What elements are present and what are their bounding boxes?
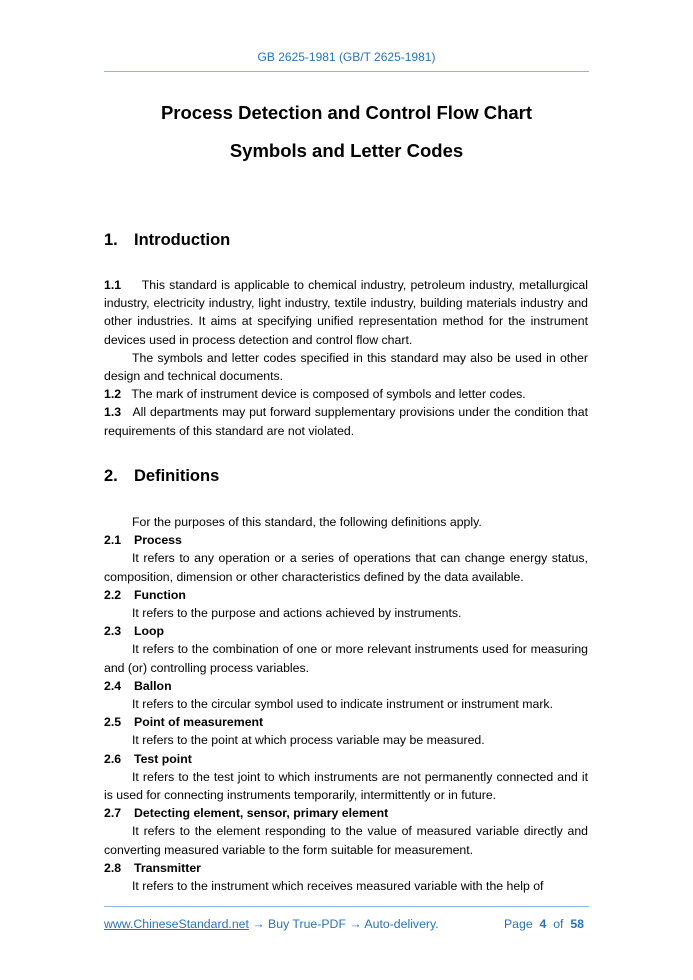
of-label: of bbox=[553, 917, 564, 931]
definition-term-label: Function bbox=[134, 587, 186, 602]
definition-number: 2.8 bbox=[104, 860, 122, 875]
definition-number: 2.3 bbox=[104, 624, 122, 639]
definition-number: 2.2 bbox=[104, 587, 122, 602]
definition-term bbox=[104, 859, 588, 877]
definitions-intro: For the purposes of this standard, the following definitions apply. bbox=[132, 515, 482, 529]
definition-term bbox=[104, 586, 588, 604]
definition-text: It refers to the test joint to which instruments are not permanently connected and it is used for connecting instruments temporarily, intermittently or in future. bbox=[104, 769, 588, 803]
definition-text: It refers to the element responding to the value of measured variable directly and converting measured variable to the form suitable for measurement. bbox=[104, 824, 588, 857]
section-title: Definitions bbox=[134, 467, 220, 485]
definition-number: 2.7 bbox=[104, 806, 122, 821]
definition-number: 2.5 bbox=[104, 715, 122, 730]
page-indicator bbox=[504, 917, 584, 931]
clause-text: The mark of instrument device is composed of symbols and letter codes. bbox=[131, 387, 526, 402]
definition-text: It refers to any operation or a series of operations that can change energy status, composition, dimension or other characteristics defined by the data available. bbox=[104, 551, 588, 584]
definition-text: It refers to the combination of one or more relevant instruments used for measuring and (or) controlling process variables. bbox=[104, 642, 588, 675]
current-page: 4 bbox=[539, 917, 547, 931]
running-header: GB 2625-1981 (GB/T 2625-1981) bbox=[257, 50, 436, 64]
page-footer bbox=[104, 917, 588, 931]
definition-term-label: Point of measurement bbox=[134, 715, 264, 730]
definition-term bbox=[104, 713, 588, 731]
section-title: Introduction bbox=[134, 231, 231, 249]
section-1-heading bbox=[104, 231, 230, 250]
header-divider bbox=[104, 71, 589, 72]
definition-text: It refers to the purpose and actions achieved by instruments. bbox=[132, 606, 462, 621]
clause-number: 1.1 bbox=[104, 278, 122, 292]
footer-site-link[interactable]: www.ChineseStandard.net bbox=[104, 917, 249, 931]
definition-number: 2.4 bbox=[104, 678, 122, 693]
definition-number: 2.6 bbox=[104, 751, 122, 766]
section-2-body bbox=[104, 513, 588, 895]
clause-1-1 bbox=[104, 276, 588, 349]
clause-1-3 bbox=[104, 403, 588, 439]
clause-1-2 bbox=[104, 385, 588, 403]
definition-text: It refers to the circular symbol used to indicate instrument or instrument mark. bbox=[132, 697, 553, 712]
clause-number: 1.2 bbox=[104, 387, 122, 402]
definition-term-label: Detecting element, sensor, primary element bbox=[134, 806, 389, 821]
document-title-line-2: Symbols and Letter Codes bbox=[229, 140, 464, 161]
definition-term-label: Process bbox=[134, 533, 182, 548]
definition-term bbox=[104, 804, 588, 822]
clause-text: This standard is applicable to chemical industry, petroleum industry, metallurgical industry, electricity industry, light industry, textile industry, building materials industry and other industries. It aims at specifying unified representation method for the instrument devices used in process detection and control flow chart. bbox=[104, 278, 588, 347]
definition-term bbox=[104, 531, 588, 549]
footer-divider bbox=[104, 906, 589, 907]
section-1-body bbox=[104, 276, 588, 440]
section-number: 2. bbox=[104, 467, 118, 485]
definition-term-label: Ballon bbox=[134, 678, 172, 693]
definition-term bbox=[104, 677, 588, 695]
definition-number: 2.1 bbox=[104, 533, 122, 548]
page-label: Page bbox=[503, 917, 533, 931]
definition-term bbox=[104, 622, 588, 640]
section-number: 1. bbox=[104, 231, 118, 249]
definition-text: It refers to the point at which process variable may be measured. bbox=[132, 733, 485, 748]
clause-1-1-continued: The symbols and letter codes specified in this standard may also be used in other design and technical documents. bbox=[104, 350, 588, 384]
clause-text: All departments may put forward supplementary provisions under the condition that requirements of this standard are not violated. bbox=[104, 405, 589, 438]
definition-term bbox=[104, 750, 588, 768]
footer-promo-text: → Buy True-PDF → Auto-delivery. bbox=[248, 917, 439, 931]
total-pages: 58 bbox=[570, 917, 584, 931]
definition-term-label: Loop bbox=[134, 624, 165, 639]
document-title-line-1: Process Detection and Control Flow Chart bbox=[160, 102, 533, 123]
definition-text: It refers to the instrument which receives measured variable with the help of bbox=[132, 879, 544, 894]
definition-term-label: Transmitter bbox=[134, 860, 201, 875]
section-2-heading bbox=[104, 467, 219, 486]
clause-number: 1.3 bbox=[104, 405, 122, 420]
definition-term-label: Test point bbox=[134, 751, 192, 766]
